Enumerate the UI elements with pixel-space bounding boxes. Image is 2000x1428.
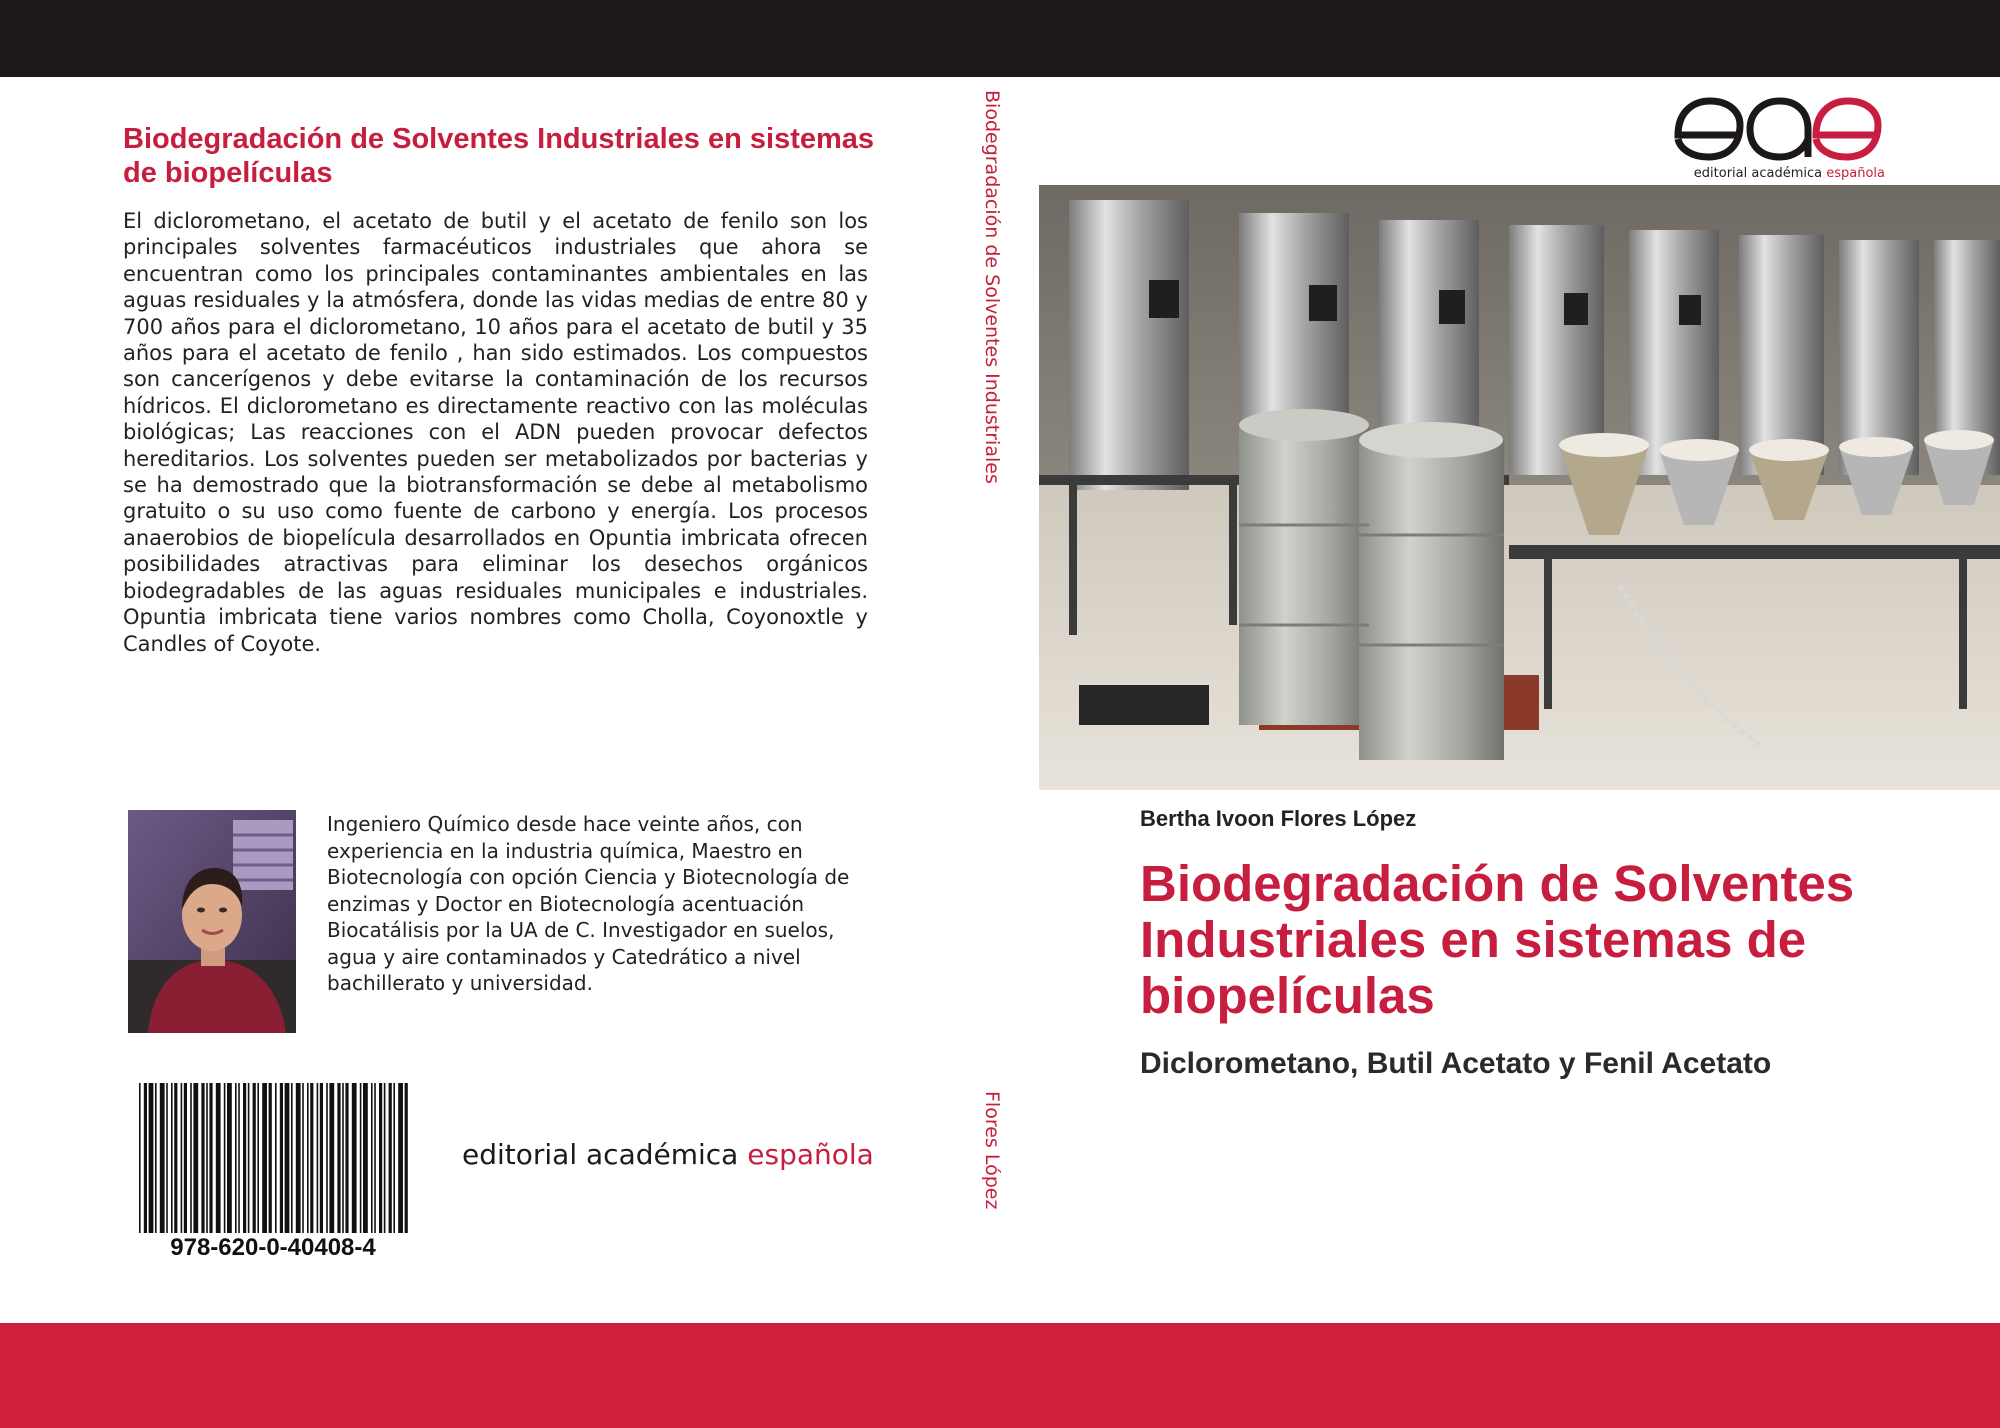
front-title: Biodegradación de Solventes Industriales en sistemas de biopelículas: [1140, 855, 1855, 1024]
logo-caption: [1670, 166, 1885, 181]
barcode-bar: [227, 1083, 232, 1233]
barcode-bar: [379, 1083, 382, 1233]
isbn-number: 978-620-0-40408-4: [170, 1234, 376, 1261]
bottom-band: [0, 1323, 2000, 1428]
barcode-bar: [363, 1083, 368, 1233]
barcode-bar: [201, 1083, 204, 1233]
logo-caption-prefix: editorial académica: [1693, 166, 1827, 181]
spine-author: Flores López: [981, 1091, 1003, 1210]
barcode-bar: [171, 1083, 173, 1233]
front-subtitle: Diclorometano, Butil Acetato y Fenil Acetato: [1140, 1047, 1772, 1080]
barcode-bar: [345, 1083, 348, 1233]
barcode-bar: [405, 1083, 408, 1233]
barcode-bar: [269, 1083, 272, 1233]
publisher-name-accent: española: [747, 1138, 874, 1171]
back-cover-blurb: El diclorometano, el acetato de butil y el acetato de fenilo son los principales solventes farmacéuticos industriales que ahora se encuentran como los principales contaminantes ambientales en las aguas residuales y la atmósfera, donde las vidas medias de entre 80 y 700 años para el diclorometano, 10 años para el acetato de butil y 35 años para el acetato de fenilo , han sido estimados. Los compuestos son cancerígenos y debe evitarse la contaminación de los recursos hídricos. El diclorometano es directamente reactivo con las moléculas biológicas; Las reacciones con el ADN pueden provocar defectos hereditarios. Los solventes pueden ser metabolizados por bacterias y se ha demostrado que la biotransformación se debe al metabolismo gratuito o su uso como fuente de carbono y energía. Los procesos anaerobios de biopelícula desarrollados en Opuntia imbricata ofrecen posibilidades atractivas para eliminar los desechos orgánicos biodegradables de las aguas residuales municipales e industriales. Opuntia imbricata tiene varios nombres como Cholla, Coyonoxtle y Candles of Coyote.: [123, 209, 868, 656]
logo-caption-accent: española: [1826, 166, 1885, 181]
barcode-bar: [374, 1083, 376, 1233]
barcode-bar: [326, 1083, 328, 1233]
barcode-bar: [206, 1083, 208, 1233]
barcode-bar: [291, 1083, 293, 1233]
barcode-bar: [181, 1083, 183, 1233]
barcode-bar: [302, 1083, 304, 1233]
barcode-bar: [329, 1083, 334, 1233]
barcode-bar: [238, 1083, 240, 1233]
barcode-bar: [371, 1083, 373, 1233]
barcode-bar: [280, 1083, 283, 1233]
barcode-bar: [248, 1083, 250, 1233]
publisher-name-prefix: editorial académica: [462, 1138, 748, 1171]
barcode-bar: [160, 1083, 165, 1233]
barcode-bar: [275, 1083, 277, 1233]
barcode-bar: [149, 1083, 154, 1233]
barcode-bar: [337, 1083, 340, 1233]
barcode-bar: [285, 1083, 290, 1233]
cover-photo: [1039, 185, 2000, 790]
spine-title: Biodegradación de Solventes Industriales: [981, 90, 1003, 484]
barcode-bar: [243, 1083, 246, 1233]
back-publisher-name: [462, 1138, 874, 1171]
top-band: [0, 0, 2000, 77]
barcode-bar: [155, 1083, 157, 1233]
barcode-bar: [209, 1083, 212, 1233]
barcode-bar: [389, 1083, 392, 1233]
barcode-bar: [174, 1083, 177, 1233]
barcode-bar: [352, 1083, 357, 1233]
author-photo: [128, 810, 296, 1033]
barcode-bar: [262, 1083, 267, 1233]
barcode-bar: [360, 1083, 362, 1233]
barcode-bar: [144, 1083, 147, 1233]
barcode-bar: [193, 1083, 198, 1233]
barcode-bar: [184, 1083, 187, 1233]
barcode-bar: [253, 1083, 256, 1233]
barcode-bar: [342, 1083, 344, 1233]
back-cover-title: Biodegradación de Solventes Industriales en sistemas de biopelículas: [123, 123, 875, 189]
barcode-bar: [224, 1083, 226, 1233]
barcode-bar: [398, 1083, 403, 1233]
barcode-bar: [139, 1083, 141, 1233]
barcode-bar: [235, 1083, 237, 1233]
barcode-bar: [166, 1083, 168, 1233]
barcode-bar: [257, 1083, 259, 1233]
barcode-bar: [320, 1083, 323, 1233]
barcode-bar: [384, 1083, 386, 1233]
front-author: Bertha Ivoon Flores López: [1140, 806, 1417, 831]
barcode-bar: [317, 1083, 319, 1233]
barcode-bar: [190, 1083, 192, 1233]
barcode-bar: [296, 1083, 301, 1233]
barcode-bar: [393, 1083, 395, 1233]
barcode-bar: [310, 1083, 313, 1233]
barcode-bar: [307, 1083, 309, 1233]
barcode-bar: [216, 1083, 221, 1233]
author-bio: Ingeniero Químico desde hace veinte años, con experiencia en la industria química, Maestro en Biotecnología con opción Ciencia y Biotecnología de enzimas y Doctor en Biotecnología acentuación Biocatálisis por la UA de C. Investigador en suelos, agua y aire contaminados y Catedrático a nivel bachillerato y universidad.: [327, 812, 850, 995]
